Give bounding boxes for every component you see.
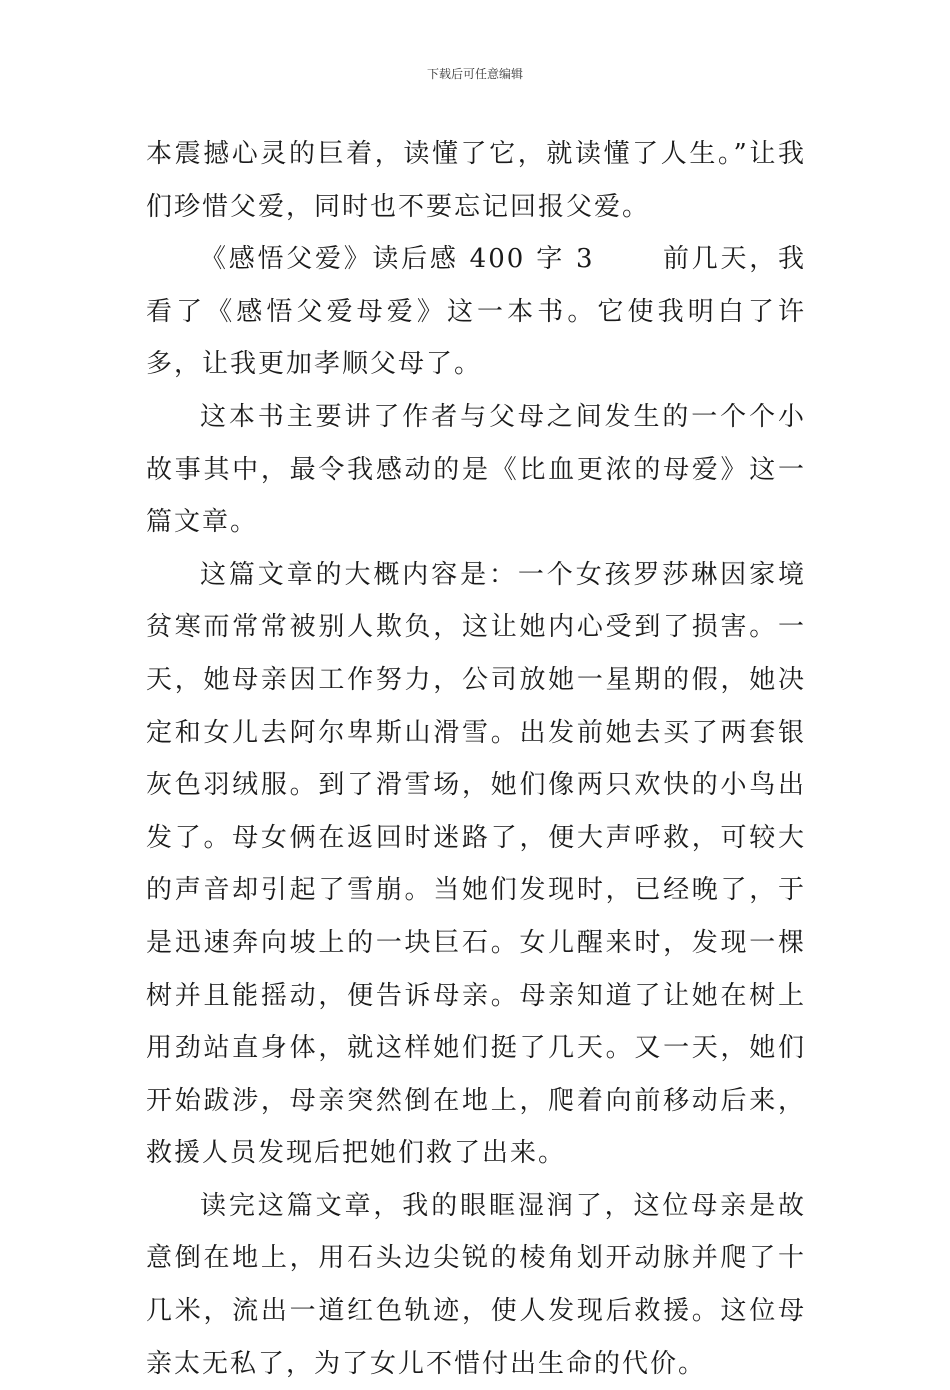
paragraph-2: 《感悟父爱》读后感 400 字 3 前几天，我看了《感悟父爱母爱》这一本书。它使我明白了许多，让我更加孝顺父母了。 bbox=[146, 244, 806, 380]
paragraph-3: 这本书主要讲了作者与父母之间发生的一个个小故事其中，最令我感动的是《比血更浓的母爱》这一篇文章。 bbox=[146, 401, 806, 538]
paragraph-1: 本震撼心灵的巨着，读懂了它，就读懂了人生。”让我们珍惜父爱，同时也不要忘记回报父爱。 bbox=[146, 139, 806, 222]
paragraph-5: 读完这篇文章，我的眼眶湿润了，这位母亲是故意倒在地上，用石头边尖锐的棱角划开动脉并爬了十几米，流出一道红色轨迹，使人发现后救援。这位母亲太无私了，为了女儿不惜付出生命的代价。 bbox=[146, 1190, 806, 1379]
page-header: 下载后可任意编辑 bbox=[426, 67, 523, 81]
document-body bbox=[146, 128, 806, 1390]
paragraph-4: 这篇文章的大概内容是：一个女孩罗莎琳因家境贫寒而常常被别人欺负，这让她内心受到了损害。一天，她母亲因工作努力，公司放她一星期的假，她决定和女儿去阿尔卑斯山滑雪。出发前她去买了两套银灰色羽绒服。到了滑雪场，她们像两只欢快的小鸟出发了。母女俩在返回时迷路了，便大声呼救，可较大的声音却引起了雪崩。当她们发现时，已经晚了，于是迅速奔向坡上的一块巨石。女儿醒来时，发现一棵树并且能摇动，便告诉母亲。母亲知道了让她在树上用劲站直身体，就这样她们挺了几天。又一天，她们开始跋涉，母亲突然倒在地上，爬着向前移动后来，救援人员发现后把她们救了出来。 bbox=[146, 559, 806, 1169]
